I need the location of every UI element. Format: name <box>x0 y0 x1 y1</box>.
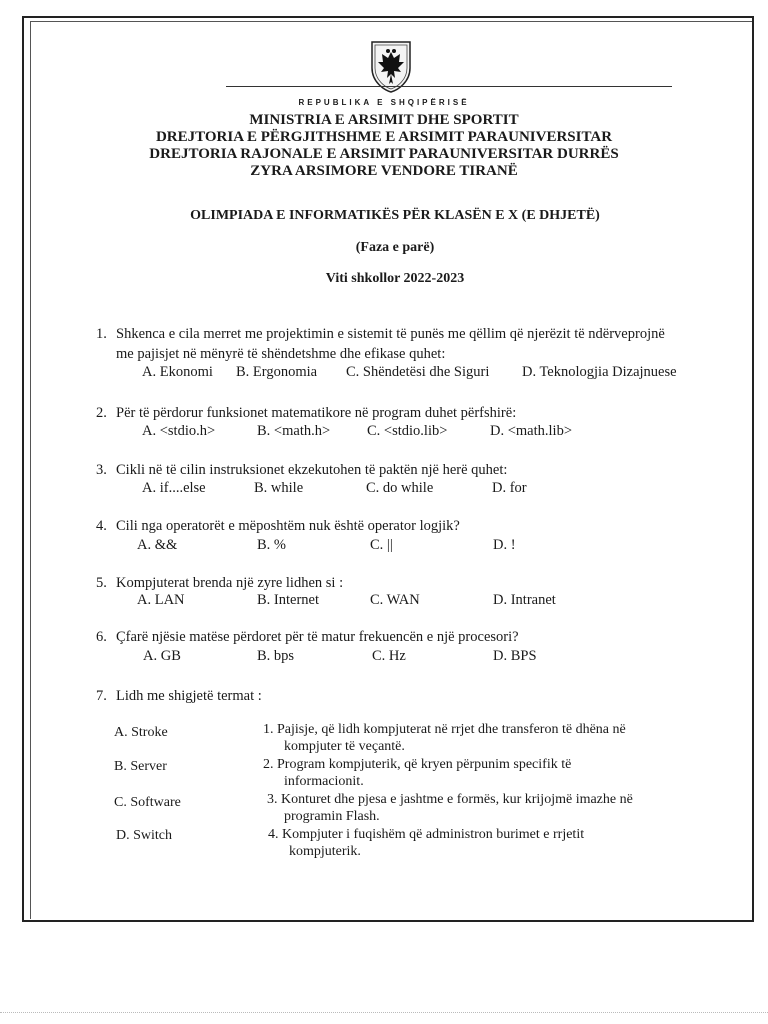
option-b: B. while <box>254 480 304 496</box>
option-c: C. WAN <box>370 592 420 608</box>
match-term-a: A. Stroke <box>114 725 168 740</box>
republika-label: REPUBLIKA E SHQIPËRISË <box>298 98 470 107</box>
option-c: C. <stdio.lib> <box>367 423 448 439</box>
question-number: 3. <box>96 462 107 478</box>
header-ministry: MINISTRIA E ARSIMIT DHE SPORTIT <box>249 112 519 128</box>
header-general-directorate: DREJTORIA E PËRGJITHSHME E ARSIMIT PARAUNIVERSITAR <box>155 129 613 145</box>
question-text-line: Për të përdorur funksionet matematikore në program duhet përfshirë: <box>116 405 517 421</box>
question-number: 5. <box>96 575 107 591</box>
definition-line: programin Flash. <box>284 809 380 824</box>
question-text-line: Cili nga operatorët e mëposhtëm nuk është operator logjik? <box>116 518 460 534</box>
option-b: B. <math.h> <box>257 423 331 439</box>
option-d: D. Teknologjia Dizajnuese <box>522 364 677 380</box>
question-text-line: Çfarë njësie matëse përdoret për të matur frekuencën e një procesori? <box>116 629 519 645</box>
question-number: 7. <box>96 688 107 704</box>
question-text-line: Lidh me shigjetë termat : <box>116 688 262 704</box>
scan-edge-line <box>0 1012 768 1013</box>
question-number: 6. <box>96 629 107 645</box>
question-text-line: Cikli në të cilin instruksionet ekzekutohen të paktën një herë quhet: <box>116 462 508 478</box>
option-d: D. for <box>492 480 527 496</box>
question-number: 2. <box>96 405 107 421</box>
option-c: C. do while <box>366 480 434 496</box>
option-a: A. <stdio.h> <box>142 423 216 439</box>
definition-line: 3. Konturet dhe pjesa e jashtme e formës, kur krijojmë imazhe në <box>267 792 633 807</box>
header-regional-directorate: DREJTORIA RAJONALE E ARSIMIT PARAUNIVERSITAR DURRËS <box>149 146 619 162</box>
option-c: C. Hz <box>372 648 406 664</box>
header-local-office: ZYRA ARSIMORE VENDORE TIRANË <box>250 163 518 179</box>
option-c: C. Shëndetësi dhe Siguri <box>346 364 490 380</box>
match-term-c: C. Software <box>114 795 181 810</box>
question-text-line: Shkenca e cila merret me projektimin e sistemit të punës me qëllim që njerëzit të ndërveprojnë <box>116 326 665 342</box>
question-number: 1. <box>96 326 107 342</box>
definition-line: kompjuter të veçantë. <box>284 739 405 754</box>
match-definition-1 <box>263 721 626 755</box>
header-rule <box>226 86 672 87</box>
option-d: D. Intranet <box>493 592 556 608</box>
option-d: D. <math.lib> <box>490 423 573 439</box>
option-a: A. if....else <box>142 480 206 496</box>
match-definition-2 <box>263 756 571 790</box>
question-text-line: me pajisjet në mënyrë të shëndetshme dhe efikase quhet: <box>116 346 446 362</box>
definition-line: 2. Program kompjuterik, që kryen përpunim specifik të <box>263 757 572 772</box>
definition-line: 1. Pajisje, që lidh kompjuterat në rrjet dhe transferon të dhëna në <box>263 722 626 737</box>
option-b: B. Internet <box>257 592 320 608</box>
definition-line: kompjuterik. <box>289 844 361 859</box>
page-title: OLIMPIADA E INFORMATIKËS PËR KLASËN E X (E DHJETË) <box>190 208 600 223</box>
match-term-b: B. Server <box>114 759 167 774</box>
option-d: D. BPS <box>493 648 537 664</box>
option-b: B. bps <box>257 648 295 664</box>
option-c: C. || <box>370 537 393 553</box>
match-term-d: D. Switch <box>116 828 172 843</box>
option-b: B. % <box>257 537 286 553</box>
option-a: A. Ekonomi <box>142 364 213 380</box>
option-d: D. ! <box>493 537 516 553</box>
option-a: A. LAN <box>137 592 185 608</box>
question-number: 4. <box>96 518 107 534</box>
match-definition-4 <box>268 826 584 860</box>
phase-label: (Faza e parë) <box>355 240 435 255</box>
option-a: A. GB <box>143 648 181 664</box>
match-definition-3 <box>267 791 633 825</box>
definition-line: informacionit. <box>284 774 364 789</box>
definition-line: 4. Kompjuter i fuqishëm që administron burimet e rrjetit <box>268 827 585 842</box>
question-text-line: Kompjuterat brenda një zyre lidhen si : <box>116 575 344 591</box>
option-b: B. Ergonomia <box>236 364 318 380</box>
school-year: Viti shkollor 2022-2023 <box>325 271 465 286</box>
option-a: A. && <box>137 537 178 553</box>
